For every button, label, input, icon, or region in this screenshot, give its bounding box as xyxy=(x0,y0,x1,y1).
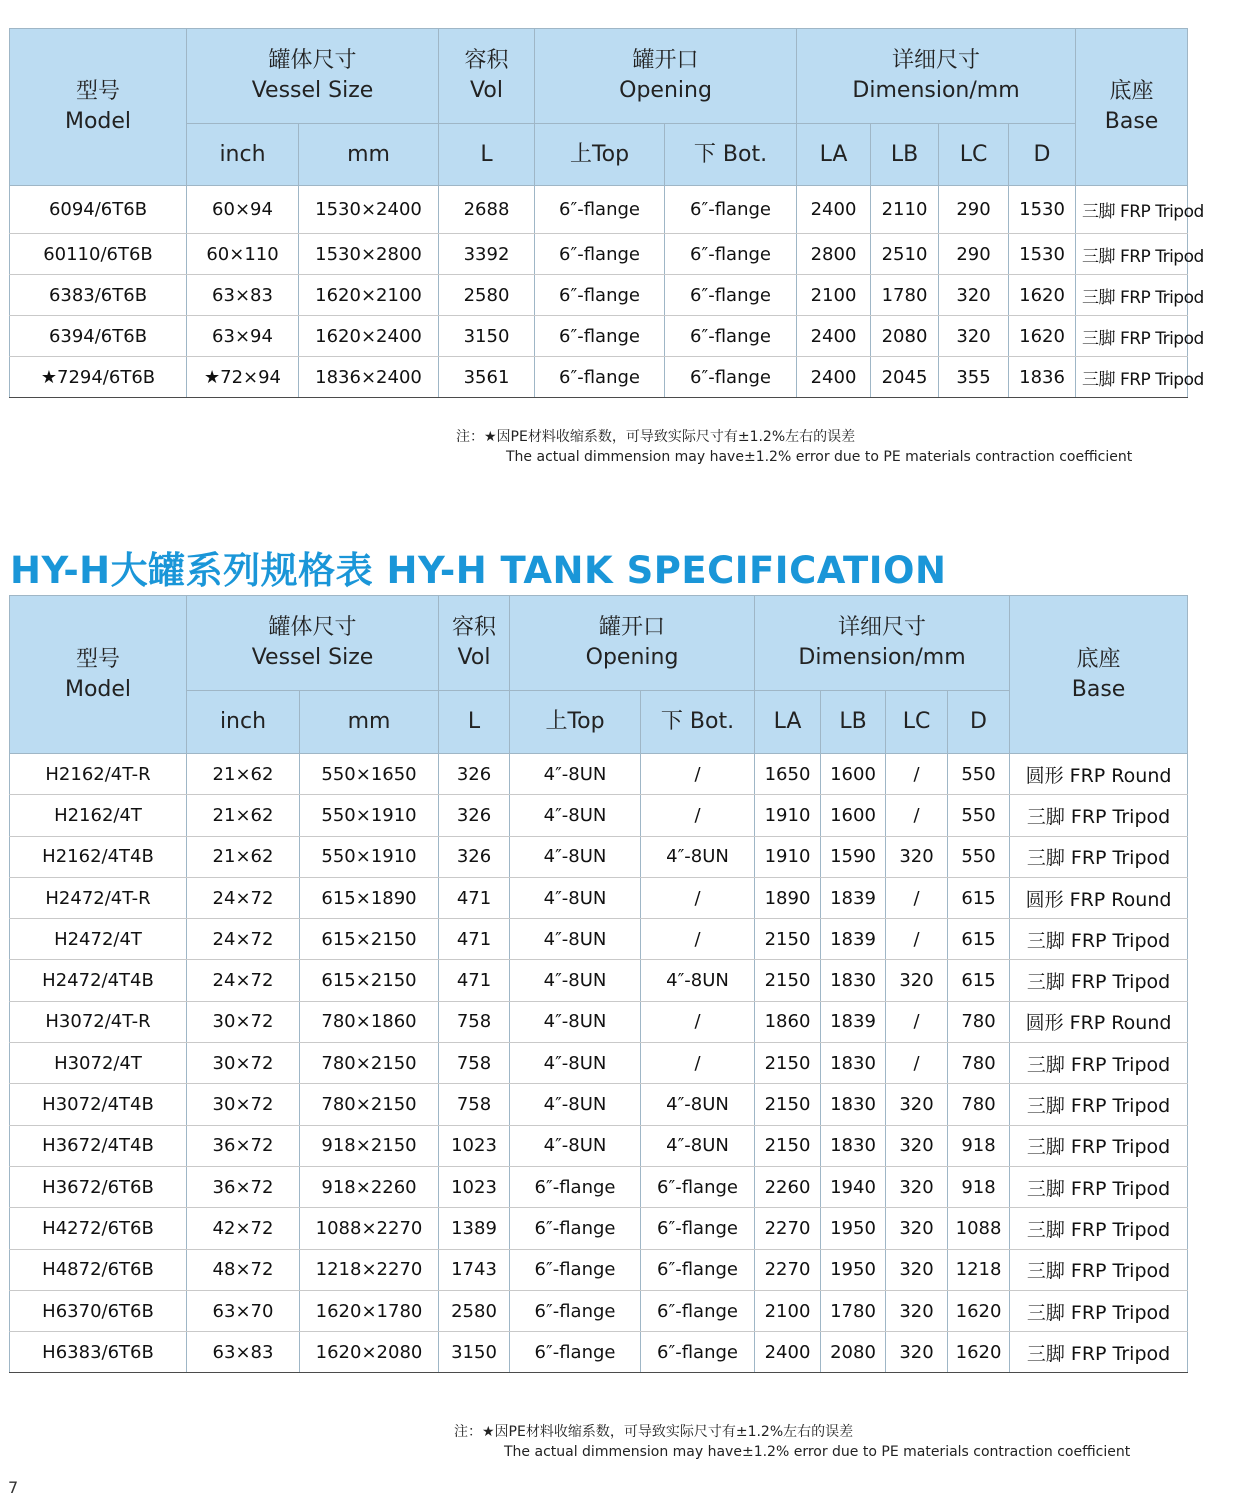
cell-bot: 6″-flange xyxy=(665,316,797,357)
table-row xyxy=(10,1043,1188,1084)
header-d: D xyxy=(948,691,1010,754)
cell-vol: 326 xyxy=(439,836,510,877)
cell-base: 三脚 FRP Tripod xyxy=(1010,1249,1188,1290)
cell-top: 4″-8UN xyxy=(510,1043,641,1084)
cell-d: 550 xyxy=(948,754,1010,795)
cell-mm: 1530×2800 xyxy=(299,234,439,275)
cell-lb: 1839 xyxy=(821,919,886,960)
cell-top: 6″-flange xyxy=(510,1290,641,1331)
cell-mm: 1218×2270 xyxy=(300,1249,439,1290)
cell-top: 6″-flange xyxy=(535,186,665,234)
cell-vol: 758 xyxy=(439,1043,510,1084)
cell-mm: 615×2150 xyxy=(300,960,439,1001)
cell-vol: 2688 xyxy=(439,186,535,234)
cell-lc: / xyxy=(886,877,948,918)
cell-d: 615 xyxy=(948,919,1010,960)
header-mm: mm xyxy=(300,691,439,754)
cell-lc: 320 xyxy=(939,316,1009,357)
cell-vol: 471 xyxy=(439,877,510,918)
footnote-cn: 注：★因PE材料收缩系数，可导致实际尺寸有±1.2%左右的误差 xyxy=(454,1424,854,1440)
cell-lc: 320 xyxy=(886,836,948,877)
cell-lc: / xyxy=(886,919,948,960)
header-model: 型号 Model xyxy=(10,29,187,186)
header-model: 型号 Model xyxy=(10,596,187,754)
cell-vol: 3150 xyxy=(439,316,535,357)
cell-inch: 21×62 xyxy=(187,754,300,795)
cell-base: 三脚 FRP Tripod xyxy=(1010,1125,1188,1166)
cell-model: H4872/6T6B xyxy=(10,1249,187,1290)
header-dimension: 详细尺寸 Dimension/mm xyxy=(797,29,1076,124)
cell-top: 4″-8UN xyxy=(510,1125,641,1166)
header-mm: mm xyxy=(299,124,439,186)
cell-bot: 6″-flange xyxy=(641,1290,755,1331)
cell-lc: 320 xyxy=(886,1166,948,1207)
cell-d: 1530 xyxy=(1009,234,1076,275)
cell-mm: 780×1860 xyxy=(300,1001,439,1042)
cell-d: 1530 xyxy=(1009,186,1076,234)
table-row xyxy=(10,1208,1188,1249)
cell-top: 4″-8UN xyxy=(510,960,641,1001)
cell-bot: 6″-flange xyxy=(641,1249,755,1290)
cell-lb: 1940 xyxy=(821,1166,886,1207)
cell-d: 1088 xyxy=(948,1208,1010,1249)
cell-vol: 3561 xyxy=(439,357,535,398)
cell-mm: 780×2150 xyxy=(300,1084,439,1125)
cell-base: 三脚 FRP Tripod xyxy=(1076,234,1188,275)
table-row xyxy=(10,1001,1188,1042)
cell-mm: 918×2150 xyxy=(300,1125,439,1166)
section-title: HY-H大罐系列规格表 HY-H TANK SPECIFICATION xyxy=(10,549,947,592)
cell-vol: 326 xyxy=(439,795,510,836)
table-row xyxy=(10,1125,1188,1166)
table-row xyxy=(10,877,1188,918)
header-bot: 下 Bot. xyxy=(641,691,755,754)
cell-lb: 2080 xyxy=(871,316,939,357)
table-row xyxy=(10,1166,1188,1207)
cell-la: 2400 xyxy=(797,186,871,234)
cell-bot: 4″-8UN xyxy=(641,1084,755,1125)
cell-la: 1910 xyxy=(755,836,821,877)
cell-inch: 60×94 xyxy=(187,186,299,234)
cell-inch: 63×83 xyxy=(187,275,299,316)
cell-inch: 24×72 xyxy=(187,877,300,918)
cell-d: 918 xyxy=(948,1166,1010,1207)
cell-base: 三脚 FRP Tripod xyxy=(1010,1043,1188,1084)
cell-vol: 2580 xyxy=(439,1290,510,1331)
cell-bot: 6″-flange xyxy=(641,1208,755,1249)
cell-base: 三脚 FRP Tripod xyxy=(1076,357,1188,398)
cell-base: 三脚 FRP Tripod xyxy=(1010,1290,1188,1331)
cell-mm: 1530×2400 xyxy=(299,186,439,234)
footnote-1 xyxy=(456,427,1132,467)
cell-mm: 780×2150 xyxy=(300,1043,439,1084)
cell-top: 4″-8UN xyxy=(510,1001,641,1042)
cell-inch: ★72×94 xyxy=(187,357,299,398)
cell-inch: 36×72 xyxy=(187,1166,300,1207)
cell-vol: 1389 xyxy=(439,1208,510,1249)
cell-lc: 290 xyxy=(939,234,1009,275)
cell-inch: 30×72 xyxy=(187,1084,300,1125)
header-la: LA xyxy=(797,124,871,186)
cell-inch: 21×62 xyxy=(187,795,300,836)
cell-model: 6394/6T6B xyxy=(10,316,187,357)
cell-mm: 550×1910 xyxy=(300,836,439,877)
cell-vol: 1743 xyxy=(439,1249,510,1290)
spec-table-2 xyxy=(9,595,1188,1373)
cell-model: H2162/4T4B xyxy=(10,836,187,877)
cell-top: 6″-flange xyxy=(535,316,665,357)
header-lb: LB xyxy=(821,691,886,754)
header-inch: inch xyxy=(187,691,300,754)
cell-lb: 1950 xyxy=(821,1208,886,1249)
cell-la: 2150 xyxy=(755,1084,821,1125)
cell-lc: 290 xyxy=(939,186,1009,234)
cell-d: 550 xyxy=(948,836,1010,877)
cell-mm: 1088×2270 xyxy=(300,1208,439,1249)
cell-lb: 1780 xyxy=(871,275,939,316)
cell-lc: 320 xyxy=(886,1125,948,1166)
cell-la: 2400 xyxy=(797,316,871,357)
cell-top: 4″-8UN xyxy=(510,877,641,918)
cell-bot: 4″-8UN xyxy=(641,836,755,877)
cell-top: 6″-flange xyxy=(510,1166,641,1207)
cell-vol: 326 xyxy=(439,754,510,795)
page-number: 7 xyxy=(8,1478,19,1497)
cell-bot: / xyxy=(641,795,755,836)
cell-la: 1910 xyxy=(755,795,821,836)
cell-la: 1860 xyxy=(755,1001,821,1042)
cell-lc: 320 xyxy=(886,960,948,1001)
cell-d: 1620 xyxy=(1009,275,1076,316)
cell-top: 6″-flange xyxy=(535,234,665,275)
cell-bot: / xyxy=(641,1043,755,1084)
cell-bot: / xyxy=(641,1001,755,1042)
header-opening: 罐开口 Opening xyxy=(510,596,755,691)
header-dimension: 详细尺寸 Dimension/mm xyxy=(755,596,1010,691)
footnote-en: The actual dimmension may have±1.2% error due to PE materials contraction coefficient xyxy=(506,449,1133,465)
cell-mm: 615×1890 xyxy=(300,877,439,918)
cell-mm: 1836×2400 xyxy=(299,357,439,398)
cell-inch: 24×72 xyxy=(187,960,300,1001)
cell-la: 1890 xyxy=(755,877,821,918)
cell-lc: 320 xyxy=(886,1332,948,1373)
cell-lb: 2110 xyxy=(871,186,939,234)
header-lc: LC xyxy=(886,691,948,754)
cell-lb: 1600 xyxy=(821,754,886,795)
cell-lb: 2510 xyxy=(871,234,939,275)
cell-vol: 3150 xyxy=(439,1332,510,1373)
header-base: 底座 Base xyxy=(1076,29,1188,186)
table1-body xyxy=(10,186,1204,398)
cell-base: 三脚 FRP Tripod xyxy=(1076,316,1188,357)
cell-d: 1620 xyxy=(948,1332,1010,1373)
cell-inch: 63×70 xyxy=(187,1290,300,1331)
cell-bot: 6″-flange xyxy=(665,357,797,398)
header-vol: 容积 Vol xyxy=(439,29,535,124)
cell-lb: 1830 xyxy=(821,1043,886,1084)
cell-lc: / xyxy=(886,1001,948,1042)
table-row xyxy=(10,795,1188,836)
cell-model: H2472/4T-R xyxy=(10,877,187,918)
cell-vol: 1023 xyxy=(439,1125,510,1166)
cell-model: H4272/6T6B xyxy=(10,1208,187,1249)
cell-model: H3072/4T xyxy=(10,1043,187,1084)
cell-inch: 63×94 xyxy=(187,316,299,357)
header-bot: 下 Bot. xyxy=(665,124,797,186)
cell-mm: 1620×1780 xyxy=(300,1290,439,1331)
cell-model: 6383/6T6B xyxy=(10,275,187,316)
cell-la: 2400 xyxy=(755,1332,821,1373)
cell-d: 550 xyxy=(948,795,1010,836)
cell-model: H3672/4T4B xyxy=(10,1125,187,1166)
cell-d: 1218 xyxy=(948,1249,1010,1290)
footnote-en: The actual dimmension may have±1.2% error due to PE materials contraction coefficient xyxy=(504,1444,1131,1460)
header-opening: 罐开口 Opening xyxy=(535,29,797,124)
cell-lb: 2045 xyxy=(871,357,939,398)
cell-vol: 471 xyxy=(439,919,510,960)
cell-d: 918 xyxy=(948,1125,1010,1166)
cell-lb: 1950 xyxy=(821,1249,886,1290)
cell-base: 三脚 FRP Tripod xyxy=(1076,186,1188,234)
cell-top: 4″-8UN xyxy=(510,754,641,795)
cell-d: 780 xyxy=(948,1001,1010,1042)
cell-mm: 918×2260 xyxy=(300,1166,439,1207)
cell-top: 6″-flange xyxy=(510,1332,641,1373)
header-la: LA xyxy=(755,691,821,754)
table-row xyxy=(10,186,1188,234)
cell-bot: 6″-flange xyxy=(665,275,797,316)
header-top: 上Top xyxy=(535,124,665,186)
cell-la: 2400 xyxy=(797,357,871,398)
cell-model: H3672/6T6B xyxy=(10,1166,187,1207)
table-row xyxy=(10,1290,1188,1331)
header-vol: 容积 Vol xyxy=(439,596,510,691)
header-lb: LB xyxy=(871,124,939,186)
cell-model: H2472/4T4B xyxy=(10,960,187,1001)
header-d: D xyxy=(1009,124,1076,186)
cell-la: 2100 xyxy=(755,1290,821,1331)
cell-inch: 24×72 xyxy=(187,919,300,960)
cell-lc: 320 xyxy=(886,1084,948,1125)
cell-lc: / xyxy=(886,754,948,795)
cell-lb: 1839 xyxy=(821,1001,886,1042)
cell-base: 三脚 FRP Tripod xyxy=(1010,960,1188,1001)
cell-la: 2100 xyxy=(797,275,871,316)
cell-bot: 4″-8UN xyxy=(641,960,755,1001)
cell-vol: 758 xyxy=(439,1001,510,1042)
header-lc: LC xyxy=(939,124,1009,186)
cell-inch: 48×72 xyxy=(187,1249,300,1290)
cell-mm: 615×2150 xyxy=(300,919,439,960)
cell-mm: 550×1910 xyxy=(300,795,439,836)
cell-model: ★7294/6T6B xyxy=(10,357,187,398)
cell-mm: 550×1650 xyxy=(300,754,439,795)
cell-base: 圆形 FRP Round xyxy=(1010,1001,1188,1042)
cell-base: 三脚 FRP Tripod xyxy=(1010,1166,1188,1207)
cell-bot: 4″-8UN xyxy=(641,1125,755,1166)
cell-top: 6″-flange xyxy=(535,357,665,398)
table-row xyxy=(10,1332,1188,1373)
cell-la: 1650 xyxy=(755,754,821,795)
cell-inch: 30×72 xyxy=(187,1043,300,1084)
footnote-cn: 注：★因PE材料收缩系数，可导致实际尺寸有±1.2%左右的误差 xyxy=(456,429,856,445)
cell-lb: 1830 xyxy=(821,1125,886,1166)
cell-top: 4″-8UN xyxy=(510,795,641,836)
cell-mm: 1620×2100 xyxy=(299,275,439,316)
cell-model: H6383/6T6B xyxy=(10,1332,187,1373)
cell-bot: 6″-flange xyxy=(665,186,797,234)
cell-base: 三脚 FRP Tripod xyxy=(1010,1208,1188,1249)
cell-top: 6″-flange xyxy=(510,1249,641,1290)
table-row xyxy=(10,836,1188,877)
cell-bot: / xyxy=(641,877,755,918)
cell-top: 6″-flange xyxy=(510,1208,641,1249)
spec-table-1 xyxy=(9,28,1204,398)
table-row xyxy=(10,1084,1188,1125)
cell-d: 1620 xyxy=(948,1290,1010,1331)
header-l: L xyxy=(439,691,510,754)
cell-la: 2150 xyxy=(755,1125,821,1166)
cell-lc: / xyxy=(886,1043,948,1084)
cell-mm: 1620×2080 xyxy=(300,1332,439,1373)
table-row xyxy=(10,1249,1188,1290)
cell-bot: 6″-flange xyxy=(641,1332,755,1373)
cell-bot: 6″-flange xyxy=(641,1166,755,1207)
cell-lc: 320 xyxy=(886,1208,948,1249)
cell-model: H2162/4T xyxy=(10,795,187,836)
cell-mm: 1620×2400 xyxy=(299,316,439,357)
cell-d: 780 xyxy=(948,1084,1010,1125)
header-top: 上Top xyxy=(510,691,641,754)
table2-body xyxy=(10,754,1188,1373)
cell-top: 4″-8UN xyxy=(510,1084,641,1125)
cell-lc: 320 xyxy=(886,1249,948,1290)
cell-model: H2162/4T-R xyxy=(10,754,187,795)
cell-inch: 30×72 xyxy=(187,1001,300,1042)
cell-lb: 1830 xyxy=(821,1084,886,1125)
cell-inch: 36×72 xyxy=(187,1125,300,1166)
table-row xyxy=(10,919,1188,960)
cell-top: 4″-8UN xyxy=(510,836,641,877)
cell-la: 2270 xyxy=(755,1208,821,1249)
cell-inch: 42×72 xyxy=(187,1208,300,1249)
cell-la: 2800 xyxy=(797,234,871,275)
cell-base: 三脚 FRP Tripod xyxy=(1010,795,1188,836)
cell-base: 圆形 FRP Round xyxy=(1010,754,1188,795)
cell-la: 2260 xyxy=(755,1166,821,1207)
cell-lc: / xyxy=(886,795,948,836)
cell-lb: 1839 xyxy=(821,877,886,918)
cell-bot: 6″-flange xyxy=(665,234,797,275)
header-vessel-size: 罐体尺寸 Vessel Size xyxy=(187,29,439,124)
cell-la: 2270 xyxy=(755,1249,821,1290)
cell-bot: / xyxy=(641,919,755,960)
cell-d: 615 xyxy=(948,877,1010,918)
cell-vol: 471 xyxy=(439,960,510,1001)
cell-d: 1620 xyxy=(1009,316,1076,357)
header-vessel-size: 罐体尺寸 Vessel Size xyxy=(187,596,439,691)
cell-base: 三脚 FRP Tripod xyxy=(1010,1332,1188,1373)
cell-lb: 1780 xyxy=(821,1290,886,1331)
table-row xyxy=(10,316,1188,357)
table-row xyxy=(10,234,1188,275)
table-row xyxy=(10,275,1188,316)
cell-model: H3072/4T-R xyxy=(10,1001,187,1042)
table-row xyxy=(10,754,1188,795)
cell-bot: / xyxy=(641,754,755,795)
cell-model: H2472/4T xyxy=(10,919,187,960)
table-row xyxy=(10,357,1188,398)
footnote-2 xyxy=(454,1422,1130,1462)
cell-lc: 320 xyxy=(939,275,1009,316)
cell-base: 三脚 FRP Tripod xyxy=(1076,275,1188,316)
cell-vol: 1023 xyxy=(439,1166,510,1207)
header-inch: inch xyxy=(187,124,299,186)
cell-base: 三脚 FRP Tripod xyxy=(1010,1084,1188,1125)
cell-lb: 1830 xyxy=(821,960,886,1001)
cell-model: H3072/4T4B xyxy=(10,1084,187,1125)
cell-la: 2150 xyxy=(755,960,821,1001)
cell-base: 三脚 FRP Tripod xyxy=(1010,919,1188,960)
cell-vol: 758 xyxy=(439,1084,510,1125)
header-l: L xyxy=(439,124,535,186)
cell-lb: 2080 xyxy=(821,1332,886,1373)
cell-vol: 3392 xyxy=(439,234,535,275)
cell-vol: 2580 xyxy=(439,275,535,316)
cell-base: 三脚 FRP Tripod xyxy=(1010,836,1188,877)
cell-top: 4″-8UN xyxy=(510,919,641,960)
cell-model: 6094/6T6B xyxy=(10,186,187,234)
cell-top: 6″-flange xyxy=(535,275,665,316)
cell-model: 60110/6T6B xyxy=(10,234,187,275)
cell-base: 圆形 FRP Round xyxy=(1010,877,1188,918)
cell-lb: 1600 xyxy=(821,795,886,836)
cell-la: 2150 xyxy=(755,1043,821,1084)
table-row xyxy=(10,960,1188,1001)
cell-model: H6370/6T6B xyxy=(10,1290,187,1331)
header-base: 底座 Base xyxy=(1010,596,1188,754)
cell-d: 1836 xyxy=(1009,357,1076,398)
cell-lc: 320 xyxy=(886,1290,948,1331)
cell-la: 2150 xyxy=(755,919,821,960)
cell-lc: 355 xyxy=(939,357,1009,398)
cell-d: 615 xyxy=(948,960,1010,1001)
cell-inch: 60×110 xyxy=(187,234,299,275)
cell-inch: 21×62 xyxy=(187,836,300,877)
cell-inch: 63×83 xyxy=(187,1332,300,1373)
cell-d: 780 xyxy=(948,1043,1010,1084)
cell-lb: 1590 xyxy=(821,836,886,877)
